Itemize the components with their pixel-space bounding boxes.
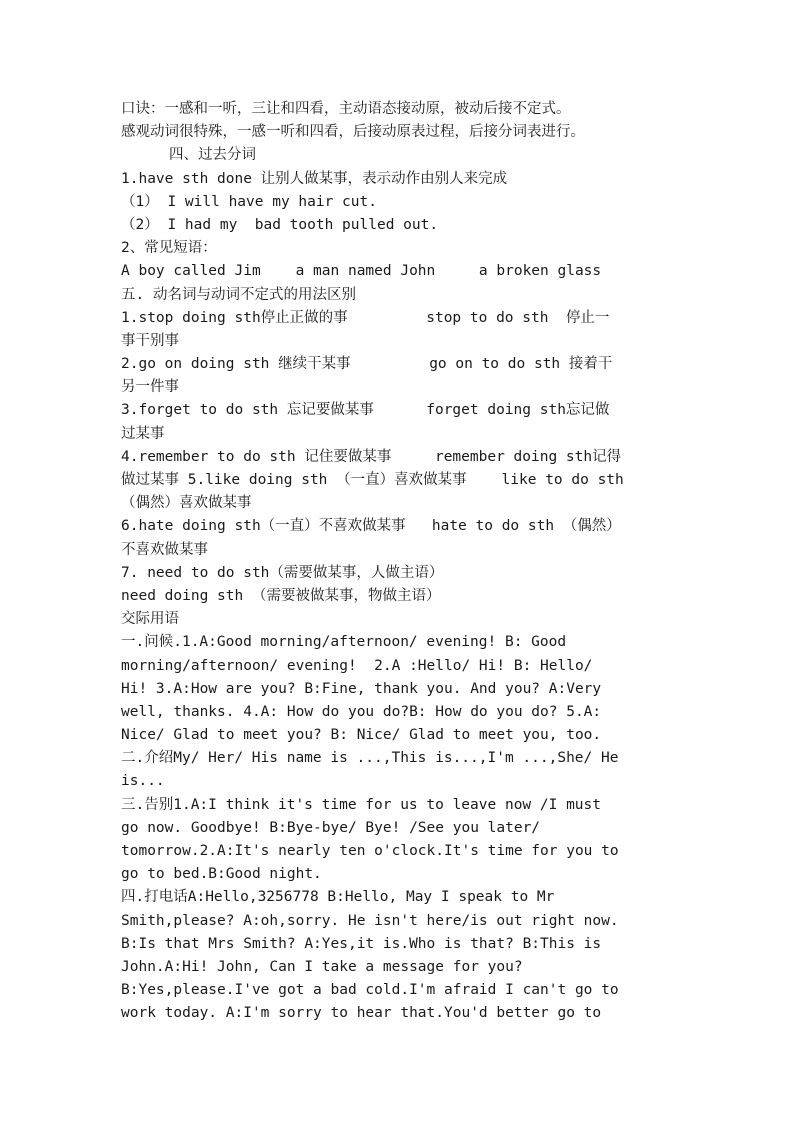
text-line: go to bed.B:Good night. xyxy=(121,866,322,883)
text-line: work today. A:I'm sorry to hear that.You'd better go to xyxy=(121,1005,602,1022)
text-line: 一.问候.1.A:Good morning/afternoon/ evening! B: Good xyxy=(121,634,567,651)
text-line: 7. need to do sth（需要做某事，人做主语） xyxy=(121,564,444,581)
text-line: John.A:Hi! John, Can I take a message for you? xyxy=(121,958,523,975)
text-line: 1.have sth done 让别人做某事，表示动作由别人来完成 xyxy=(121,170,508,187)
text-line: 4.remember to do sth 记住要做某事 remember doing sth记得 xyxy=(121,448,622,465)
text-line: tomorrow.2.A:It's nearly ten o'clock.It's time for you to xyxy=(121,843,619,859)
section-heading: 四、过去分词 xyxy=(169,147,256,164)
text-line: well, thanks. 4.A: How do you do?B: How do you do? 5.A: xyxy=(121,703,602,720)
text-line: B:Yes,please.I've got a bad cold.I'm afraid I can't go to xyxy=(121,982,619,999)
text-line: 6.hate doing sth（一直）不喜欢做某事 hate to do sth （偶然） xyxy=(121,518,621,535)
text-line: 四.打电话A:Hello,3256778 B:Hello, May I speak to Mr xyxy=(121,889,555,906)
text-line: 事干别事 xyxy=(121,332,179,349)
text-line: 2.go on doing sth 继续干某事 go on to do sth 接着干 xyxy=(121,356,613,373)
section-heading: 五. 动名词与动词不定式的用法区别 xyxy=(121,286,356,303)
text-line: 3.forget to do sth 忘记要做某事 forget doing sth忘记做 xyxy=(121,402,610,419)
text-line: 1.stop doing sth停止正做的事 stop to do sth 停止一 xyxy=(121,309,610,326)
text-line: 三.告别1.A:I think it's time for us to leave now /I must xyxy=(121,796,601,813)
text-line: Hi! 3.A:How are you? B:Fine, thank you. And you? A:Very xyxy=(121,680,602,697)
text-line: Smith,please? A:oh,sorry. He isn't here/is out right now. xyxy=(121,912,619,929)
document-page xyxy=(121,98,686,1026)
text-line: 不喜欢做某事 xyxy=(121,541,208,558)
text-line: B:Is that Mrs Smith? A:Yes,it is.Who is that? B:This is xyxy=(121,935,602,952)
text-line: 做过某事 5.like doing sth （一直）喜欢做某事 like to do sth xyxy=(121,472,624,488)
text-line: go now. Goodbye! B:Bye-bye/ Bye! /See you later/ xyxy=(121,819,541,836)
text-line: 感观动词很特殊，一感一听和四看，后接动原表过程，后接分词表进行。 xyxy=(121,124,585,141)
text-line: 口诀：一感和一听，三让和四看，主动语态接动原，被动后接不定式。 xyxy=(121,101,571,117)
section-heading: 交际用语 xyxy=(121,611,179,628)
text-line: is... xyxy=(121,773,165,790)
text-line: 过某事 xyxy=(121,425,165,442)
text-line: （2） I had my bad tooth pulled out. xyxy=(121,216,439,233)
text-line: （偶然）喜欢做某事 xyxy=(121,495,252,512)
text-line: 另一件事 xyxy=(121,379,179,396)
text-line: need doing sth （需要被做某事，物做主语） xyxy=(121,587,441,604)
text-line: （1） I will have my hair cut. xyxy=(121,193,377,210)
text-line: Nice/ Glad to meet you? B: Nice/ Glad to meet you, too. xyxy=(121,727,602,744)
text-line: morning/afternoon/ evening! 2.A :Hello/ Hi! B: Hello/ xyxy=(121,657,593,674)
text-line: 2、常见短语： xyxy=(121,240,217,257)
text-line: A boy called Jim a man named John a broken glass xyxy=(121,263,602,280)
text-line: 二.介绍My/ Her/ His name is ...,This is...,I'm ...,She/ He xyxy=(121,750,619,767)
